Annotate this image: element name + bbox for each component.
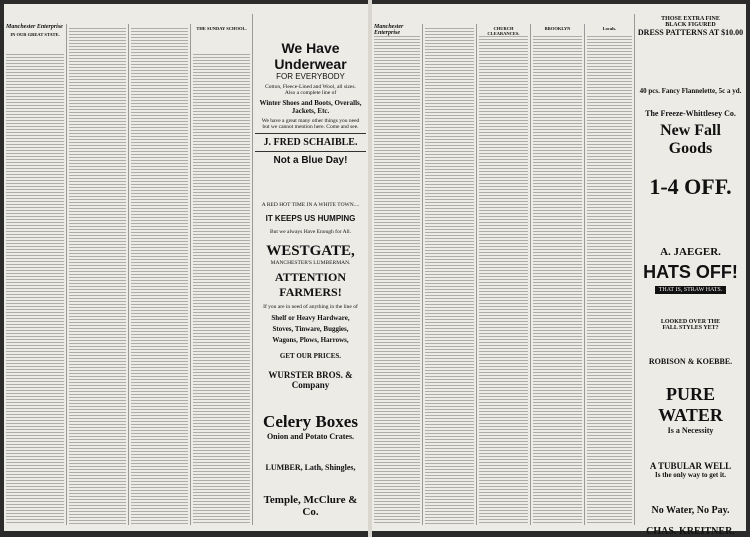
right-column-5 [584, 24, 634, 525]
stoves: Stoves, Tinware, Buggies, [272, 325, 349, 333]
left-column-4 [190, 24, 252, 525]
blue-day: Not a Blue Day! [273, 155, 348, 166]
pure-water: PURE WATER [658, 384, 723, 425]
enough: But we always Have Enough for All. [269, 229, 352, 235]
column-heading: IN OUR GREAT STATE. [10, 32, 60, 37]
right-page [372, 4, 746, 537]
right-column-3 [476, 24, 530, 525]
jaeger-ad [637, 122, 744, 258]
underwear-body: Cotton, Fleece-Lined and Wool, all sizes. Also a complete line of [265, 84, 356, 96]
hardware: Shelf or Heavy Hardware, [271, 314, 350, 322]
body-text [587, 36, 632, 525]
get-our-prices: GET OUR PRICES. [279, 352, 342, 360]
wagons: Wagons, Plows, Harrows, [272, 336, 349, 344]
masthead: Manchester Enterprise [6, 24, 63, 30]
wurster: WURSTER BROS. & Company [268, 370, 353, 390]
column-heading: Locals. [602, 26, 617, 31]
three-extra: THOSE EXTRA FINE [661, 16, 720, 22]
tubular: A TUBULAR WELL [649, 461, 732, 471]
celery: Celery Boxes [263, 412, 358, 431]
body-text [479, 36, 528, 525]
left-ad-column [252, 14, 368, 525]
body-text [374, 36, 420, 525]
body-text [533, 36, 582, 525]
temple: Temple, McClure & Co. [263, 494, 358, 518]
body-text [69, 28, 126, 525]
left-column-3 [128, 24, 190, 525]
left-page [4, 4, 368, 531]
red-hot: A RED HOT TIME IN A WHITE TOWN.... [261, 202, 360, 208]
no-water: No Water, No Pay. [651, 505, 730, 516]
dress-patterns-ad [637, 16, 744, 118]
new-fall: New Fall Goods [660, 122, 721, 157]
underwear-sub: FOR EVERYBODY [276, 72, 345, 81]
column-heading: THE SUNDAY SCHOOL. [196, 26, 247, 31]
looked: LOOKED OVER THE FALL STYLES YET? [660, 319, 721, 331]
black-figured: BLACK FIGURED [665, 22, 716, 28]
left-column-2 [66, 24, 128, 525]
temple-ad [255, 412, 366, 518]
body-text [131, 28, 188, 525]
robison: ROBISON & KOEBBE. [648, 357, 733, 366]
humping: IT KEEPS US HUMPING [265, 214, 356, 223]
lumber: LUMBER, Lath, Shingles, [265, 463, 356, 472]
westgate-ad [255, 202, 366, 300]
schaible: J. FRED SCHAIBLE. [263, 137, 358, 148]
one-fourth: 1-4 OFF. [649, 174, 732, 199]
attention: ATTENTION FARMERS! [274, 270, 347, 299]
freeze: The Freeze-Whittlesey Co. [645, 109, 736, 118]
onion: Onion and Potato Crates. [266, 432, 355, 441]
body-text [425, 28, 474, 525]
kreitner: CHAS. KREITNER. [646, 526, 735, 537]
shoes-line: Winter Shoes and Boots, Overalls, Jackets, Etc. [259, 99, 362, 115]
left-column-1 [4, 24, 66, 525]
dress-patterns: DRESS PATTERNS AT $10.00 [637, 28, 744, 37]
underwear-title: We Have Underwear [274, 40, 347, 72]
kreitner-ad [637, 384, 744, 537]
right-column-2 [422, 24, 476, 525]
hats-off: HATS OFF! [643, 262, 738, 282]
great-many: We have a great many other things you need but we cannot mention here. Come and see. [261, 118, 360, 130]
masthead: Manchester Enterprise [374, 24, 404, 36]
column-heading: BROOKLYN [544, 26, 571, 31]
only-way: Is the only way to get it. [655, 471, 726, 479]
fancy: 40 pcs. Fancy Flannelette, 5c a yd. [639, 87, 742, 95]
straw: THAT IS, STRAW HATS. [637, 287, 744, 293]
right-column-4 [530, 24, 584, 525]
body-text [193, 54, 250, 525]
right-ad-column [634, 14, 746, 537]
jaeger: A. JAEGER. [660, 246, 721, 258]
body-text [6, 54, 64, 525]
lumberman: MANCHESTER'S LUMBERMAN. [270, 260, 351, 266]
necessity: Is a Necessity [667, 426, 714, 435]
underwear-ad [255, 40, 366, 166]
in-need: If you are in need of anything in the line of [263, 304, 358, 310]
column-heading: CHURCH CLEARANCES. [487, 26, 520, 36]
right-column-1 [372, 24, 422, 525]
hats-ad [637, 262, 744, 366]
westgate: WESTGATE, [266, 243, 355, 259]
wurster-ad [255, 304, 366, 390]
